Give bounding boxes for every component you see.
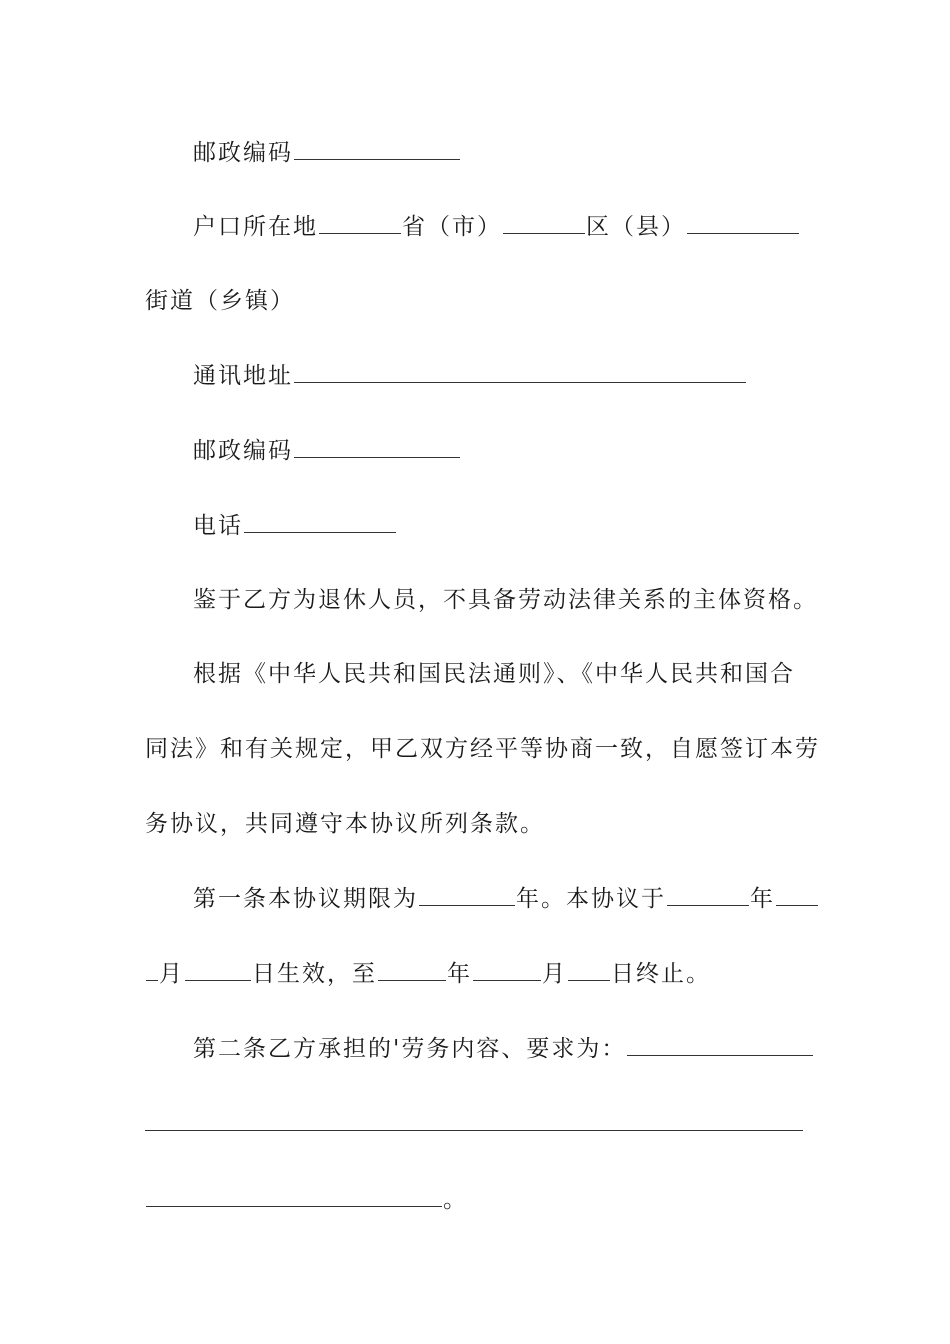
article-1-line-2 — [145, 958, 711, 989]
month-label: 月 — [159, 961, 184, 987]
start-day-blank — [185, 958, 251, 981]
street-label: 街道（乡镇） — [145, 288, 295, 314]
month-label: 月 — [542, 961, 567, 987]
phone-line — [193, 510, 397, 541]
postcode-label: 邮政编码 — [193, 438, 293, 464]
hukou-line — [193, 211, 800, 242]
start-month-blank — [776, 883, 818, 906]
address-label: 通讯地址 — [193, 363, 293, 389]
end-month-blank — [473, 958, 541, 981]
address-blank — [294, 360, 746, 383]
postcode-line-1 — [193, 137, 461, 168]
article-1-start-text: 年。本协议于 — [516, 886, 666, 912]
province-label: 省（市） — [402, 214, 502, 240]
postcode-blank — [294, 137, 460, 160]
hukou-label: 户口所在地 — [193, 214, 318, 240]
address-line — [193, 360, 747, 391]
article-1-text: 第一条本协议期限为 — [193, 886, 418, 912]
effective-text: 日生效，至 — [252, 961, 377, 987]
postcode-label: 邮政编码 — [193, 140, 293, 166]
basis-line-3 — [145, 809, 545, 839]
whereas-paragraph — [193, 585, 818, 615]
year-label: 年 — [750, 886, 775, 912]
service-content-rule — [145, 1130, 803, 1131]
postcode-blank — [294, 435, 460, 458]
basis-text-3: 务协议，共同遵守本协议所列条款。 — [145, 811, 545, 837]
start-year-blank — [667, 883, 749, 906]
service-content-blank-end — [146, 1184, 442, 1207]
article-2-text: 第二条乙方承担的'劳务内容、要求为： — [193, 1036, 627, 1062]
service-content-blank — [627, 1033, 813, 1056]
article-2-line — [193, 1033, 814, 1064]
start-month-blank-cont — [146, 958, 158, 981]
end-day-blank — [568, 958, 610, 981]
street-blank — [687, 211, 799, 234]
district-label: 区（县） — [586, 214, 686, 240]
end-year-blank — [378, 958, 446, 981]
basis-text-2: 同法》和有关规定，甲乙双方经平等协商一致，自愿签订本劳 — [145, 736, 820, 762]
phone-label: 电话 — [193, 513, 243, 539]
basis-line-2 — [145, 734, 820, 764]
basis-line-1 — [193, 659, 795, 689]
basis-text-1: 根据《中华人民共和国民法通则》、《中华人民共和国合 — [193, 661, 795, 687]
phone-blank — [244, 510, 396, 533]
article-1-line-1 — [193, 883, 819, 914]
service-content-last-line — [145, 1184, 468, 1215]
period-mark: 。 — [443, 1187, 468, 1213]
district-blank — [503, 211, 585, 234]
termination-text: 日终止。 — [611, 961, 711, 987]
postcode-line-2 — [193, 435, 461, 466]
term-years-blank — [419, 883, 515, 906]
street-line — [145, 286, 295, 316]
province-blank — [319, 211, 401, 234]
year-label: 年 — [447, 961, 472, 987]
whereas-text: 鉴于乙方为退休人员，不具备劳动法律关系的主体资格。 — [193, 587, 818, 613]
